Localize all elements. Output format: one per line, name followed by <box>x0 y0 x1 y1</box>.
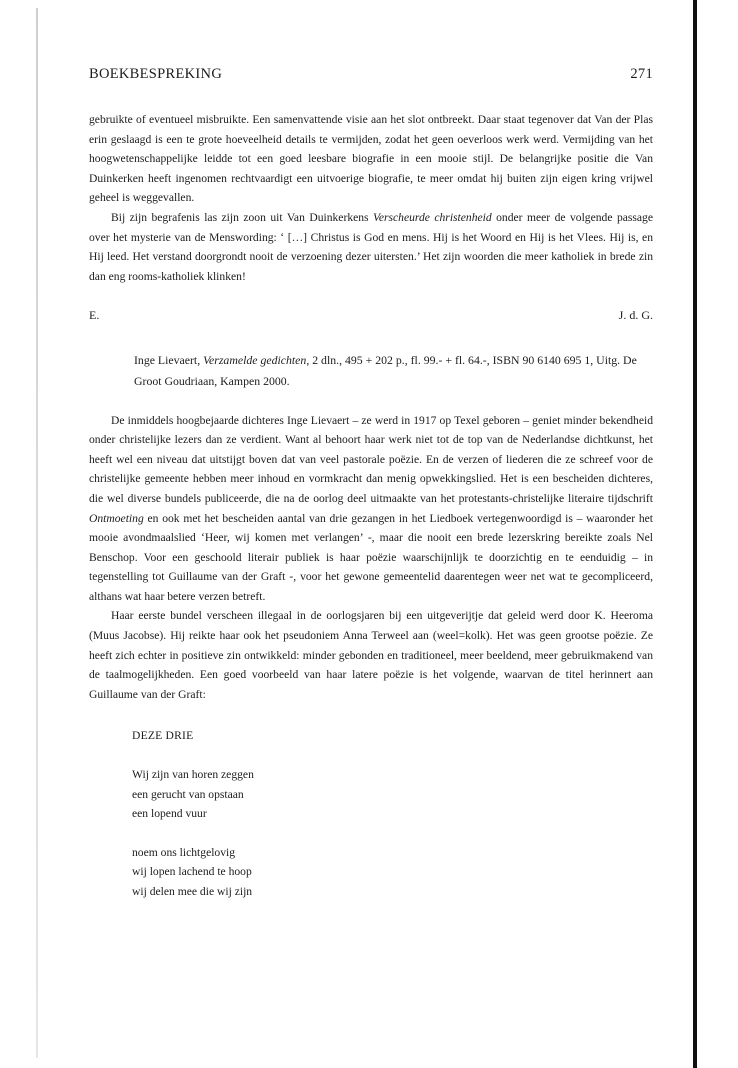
poem-line: een gerucht van opstaan <box>132 787 244 801</box>
review1-signature <box>89 308 653 323</box>
scan-edge-left <box>36 8 38 1058</box>
poem-title: DEZE DRIE <box>132 729 194 743</box>
running-header <box>89 66 653 83</box>
poem-line: wij delen mee die wij zijn <box>132 885 253 898</box>
review1-paragraph2: Bij zijn begrafenis las zijn zoon uit Van Duinkerkens Verscheurde christenheid onder meer de volgende passage over het mysterie van de Menswording: ‘ […] Christus is God en mens. Hij is het Woord en Hij is het Vlees. Hij is, en Hij leed. Het verstand doorgrondt nooit de verzoening dezer uitersten.’ Het zijn woorden die meer katholiek in brede zin dan eng rooms-katholiek klinken! <box>89 210 653 283</box>
poem-stanza-1 <box>132 765 653 824</box>
review1-paragraph1: gebruikte of eventueel misbruikte. Een samenvattende visie aan het slot ontbreekt. Daar staat tegenover dat Van der Plas erin geslaagd is een te grote hoeveelheid details te vermijden, zodat het geen oeverloos werk werd. Vermijding van het hoogwetenschappelijke leidde tot een goed leesbare biografie in een mooie stijl. De belangrijke positie die Van Duinkerken heeft ingenomen rechtvaardigt een uitvoerige biografie, te meer omdat hij buiten zijn eigen kring vrijwel geheel is weggevallen. <box>89 113 653 205</box>
book-reference-title: Verzamelde gedichten <box>203 353 307 368</box>
section-title: BOEKBESPREKING <box>89 66 223 82</box>
book-title-italic: Verscheurde christenheid <box>373 210 492 224</box>
page-number: 271 <box>630 66 653 82</box>
poem-stanza-2 <box>132 843 653 902</box>
signature-right: J. d. G. <box>618 308 653 323</box>
scan-edge-right <box>693 0 697 1068</box>
poem-line: noem ons lichtgelovig <box>132 845 236 859</box>
book-page <box>89 66 653 902</box>
poem-line: een lopend vuur <box>132 807 207 821</box>
poem <box>132 726 653 901</box>
review2-paragraph1: De inmiddels hoogbejaarde dichteres Inge Lievaert – ze werd in 1917 op Texel geboren – geniet minder bekendheid onder christelijke lezers dan ze verdient. Want al behoort haar werk niet tot de top van de Nederlandse dichtkunst, het heeft wel een niveau dat uitstijgt boven dat van veel pastorale poëzie. En de verzen of liederen die ze schreef voor de christelijke gemeente hebben meer inhoud en vormkracht dan menig opwekkingslied. Het is een bescheiden dichteres, die wel diverse bundels publiceerde, die na de oorlog deel uitmaakte van het protestants-christelijke literaire tijdschrift Ontmoeting en ook met het bescheiden aantal van drie gezangen in het Liedboek vertegenwoordigd is – waaronder het mooie avondmaalslied ‘Heer, wij komen met verlangen’ -, maar die nooit een brede lezerskring bereikte zoals Nel Benschop. Voor een geschoold literair publiek is haar poëzie waarschijnlijk te doorzichtig en te eenduidig – in tegenstelling tot Guillaume van der Graft -, voor het gewone gemeentelid daarentegen weer net wat te gecompliceerd, althans wat haar betere verzen betreft. <box>89 413 653 603</box>
review2-paragraph2: Haar eerste bundel verscheen illegaal in de oorlogsjaren bij een uitgeverijtje dat geleid werd door K. Heeroma (Muus Jacobse). Hij reikte haar ook het pseudoniem Anna Terweel aan (weel=kolk). Het was geen grootse poëzie. Ze heeft zich echter in positieve zin ontwikkeld: minder gebonden en traditioneel, meer beeldend, meer gebruikmakend van de taalmogelijkheden. Een goed voorbeeld van haar latere poëzie is het volgende, waarvan de titel herinnert aan Guillaume van der Graft: <box>89 609 653 701</box>
book-reference: Inge Lievaert, Verzamelde gedichten, 2 dln., 495 + 202 p., fl. 99.- + fl. 64.-, ISBN 90 6140 695 1, Uitg. De Groot Goudriaan, Kampen 2000. <box>134 353 637 388</box>
poem-line: wij lopen lachend te hoop <box>132 865 252 879</box>
poem-line: Wij zijn van horen zeggen <box>132 768 254 782</box>
signature-left: E. <box>89 308 100 323</box>
journal-title-italic: Ontmoeting <box>89 511 144 525</box>
